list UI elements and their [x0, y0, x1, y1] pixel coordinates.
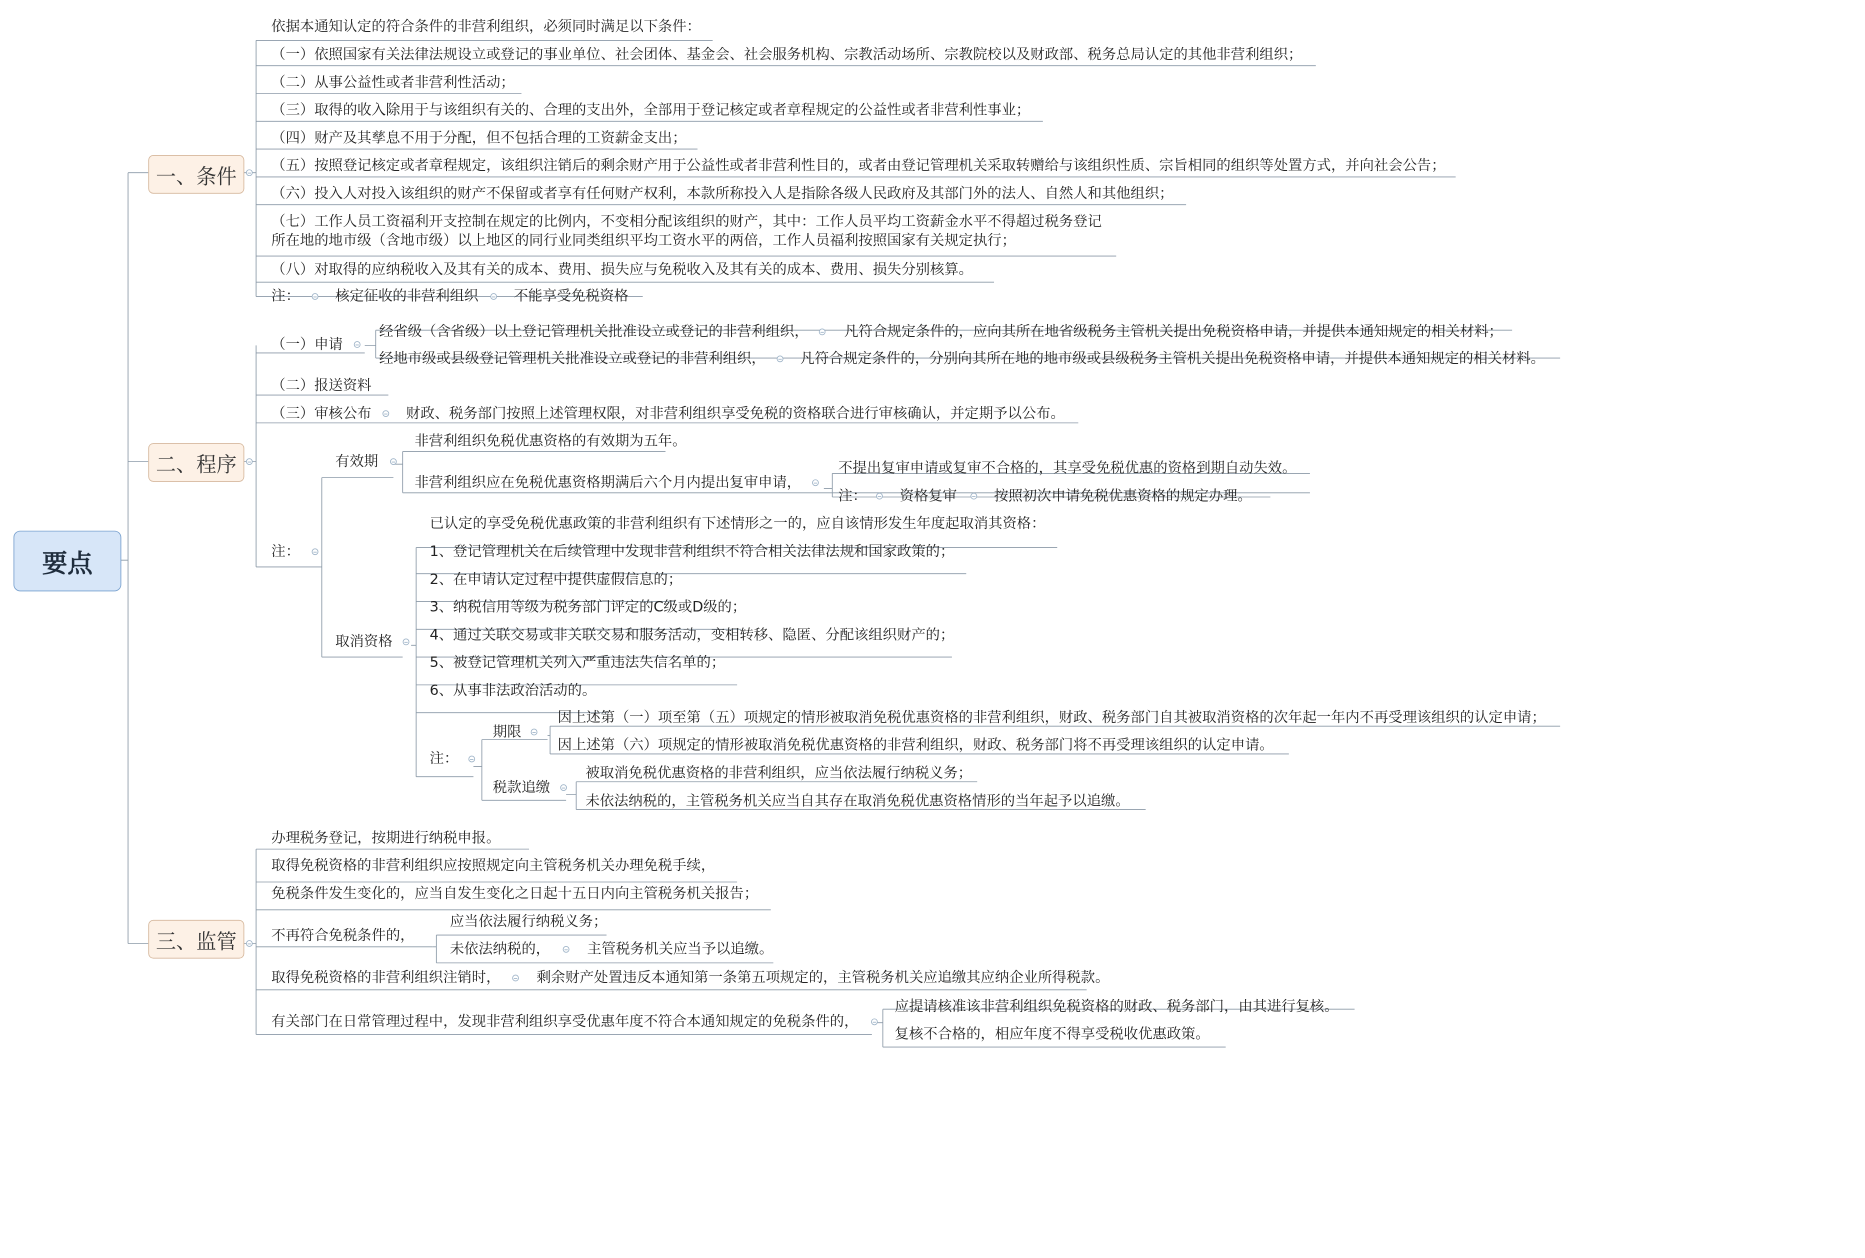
cancel-item: 2、在申请认定过程中提供虚假信息的； [429, 571, 683, 588]
collapse-toggle-icon[interactable] [563, 946, 570, 953]
collapse-toggle-icon[interactable] [312, 548, 319, 555]
supervision-item: 有关部门在日常管理过程中，发现非营利组织享受优惠年度不符合本通知规定的免税条件的， [271, 1013, 859, 1031]
period-label: 期限 [492, 723, 522, 741]
procedure-note-label: 注： [271, 543, 300, 561]
condition-item: （六）投入人对投入该组织的财产不保留或者享有任何财产权利，本款所称投入人是指除各级人民政府及其部门外的法人、自然人和其他组织； [271, 185, 1174, 203]
condition-item-7-line2: 所在地的地市级（含地市级）以上地区的同行业同类组织平均工资水平的两倍，工作人员福利按照国家有关规定执行； [271, 232, 1016, 250]
validity-text: 非营利组织免税优惠资格的有效期为五年。 [414, 432, 687, 450]
review-label: （三）审核公布 [271, 405, 372, 423]
recheck-text: 按照初次申请免税优惠资格的规定办理。 [994, 487, 1252, 505]
condition-item-7-line1: （七）工作人员工资福利开支控制在规定的比例内，不变相分配该组织的财产，其中：工作人员平均工资薪金水平不得超过税务登记 [271, 213, 1102, 230]
supervision-subitem: 剩余财产处置违反本通知第一条第五项规定的，主管税务机关应追缴其应纳企业所得税款。 [536, 969, 1110, 987]
cancel-item: 3、纳税信用等级为税务部门评定的C级或D级的； [429, 598, 747, 616]
cancel-note-label: 注： [429, 750, 459, 768]
apply-label: （一）申请 [271, 336, 343, 353]
conditions-intro: 依据本通知认定的符合条件的非营利组织，必须同时满足以下条件： [271, 18, 701, 36]
section-procedure[interactable]: 二、程序 [148, 443, 244, 482]
supervision-item: 不再符合免税条件的， [271, 927, 415, 945]
collapse-toggle-icon[interactable] [246, 458, 253, 465]
collapse-toggle-icon[interactable] [970, 493, 977, 500]
submit-label: （二）报送资料 [271, 377, 372, 395]
condition-item: （三）取得的收入除用于与该组织有关的、合理的支出外，全部用于登记核定或者章程规定的公益性或者非营利性事业； [271, 101, 1031, 119]
collapse-toggle-icon[interactable] [819, 329, 826, 336]
condition-item: （一）依照国家有关法律法规设立或登记的事业单位、社会团体、基金会、社会服务机构、宗教活动场所、宗教院校以及财政部、税务总局认定的其他非营利组织； [271, 46, 1303, 64]
validity-text: 非营利组织应在免税优惠资格期满后六个月内提出复审申请， [414, 474, 802, 492]
condition-item: （五）按照登记核定或者章程规定，该组织注销后的剩余财产用于公益性或者非营利性目的，或者由登记管理机关采取转赠给与该组织性质、宗旨相同的组织等处置方式，并向社会公告； [271, 157, 1446, 175]
collapse-toggle-icon[interactable] [246, 169, 253, 176]
collapse-toggle-icon[interactable] [871, 1018, 878, 1025]
note-text: 核定征收的非营利组织 [335, 288, 479, 305]
condition-item: （八）对取得的应纳税收入及其有关的成本、费用、损失应与免税收入及其有关的成本、费用、损失分别核算。 [271, 261, 973, 278]
collapse-toggle-icon[interactable] [246, 940, 253, 947]
period-text: 因上述第（一）项至第（五）项规定的情形被取消免税优惠资格的非营利组织，财政、税务部门自其被取消资格的次年起一年内不再受理该组织的认定申请； [557, 709, 1546, 727]
collapse-toggle-icon[interactable] [382, 410, 389, 417]
period-text: 因上述第（六）项规定的情形被取消免税优惠资格的非营利组织，财政、税务部门将不再受理该组织的认定申请。 [557, 737, 1274, 754]
supervision-subitem: 应提请核准该非营利组织免税资格的财政、税务部门，由其进行复核。 [894, 998, 1339, 1016]
supervision-item: 取得免税资格的非营利组织注销时， [271, 969, 501, 987]
collapse-toggle-icon[interactable] [560, 784, 567, 791]
section-supervision[interactable]: 三、监管 [148, 920, 244, 959]
note-label: 注： [271, 288, 300, 305]
supervision-item: 免税条件发生变化的，应当自发生变化之日起十五日内向主管税务机关报告； [271, 885, 759, 903]
review-text: 财政、税务部门按照上述管理权限，对非营利组织享受免税的资格联合进行审核确认，并定期予以公布。 [406, 405, 1065, 423]
validity-label: 有效期 [335, 453, 379, 471]
collapse-toggle-icon[interactable] [512, 975, 519, 982]
cancel-intro: 已认定的享受免税优惠政策的非营利组织有下述情形之一的，应自该情形发生年度起取消其资格： [429, 515, 1046, 533]
supervision-subitem: 主管税务机关应当予以追缴。 [587, 940, 774, 958]
cancel-item: 4、通过关联交易或非关联交易和服务活动，变相转移、隐匿、分配该组织财产的； [429, 626, 955, 644]
cancel-item: 6、从事非法政治活动的。 [429, 682, 597, 700]
apply-text: 经地市级或县级登记管理机关批准设立或登记的非营利组织， [379, 350, 766, 368]
collapse-toggle-icon[interactable] [812, 479, 819, 486]
supervision-item: 取得免税资格的非营利组织应按照规定向主管税务机关办理免税手续， [271, 857, 716, 875]
section-conditions[interactable]: 一、条件 [148, 155, 244, 194]
collapse-toggle-icon[interactable] [876, 493, 883, 500]
recheck-note-label: 注： [838, 487, 867, 505]
note-text: 不能享受免税资格 [513, 288, 629, 305]
cancel-label: 取消资格 [335, 633, 393, 651]
collapse-toggle-icon[interactable] [468, 756, 475, 763]
collapse-toggle-icon[interactable] [531, 729, 538, 736]
apply-text: 凡符合规定条件的，应向其所在地省级税务主管机关提出免税资格申请，并提供本通知规定的相关材料； [844, 323, 1503, 341]
tax-text: 未依法纳税的，主管税务机关应当自其存在取消免税优惠资格情形的当年起予以追缴。 [585, 792, 1130, 810]
recheck-text: 资格复审 [899, 487, 957, 505]
cancel-item: 1、登记管理机关在后续管理中发现非营利组织不符合相关法律法规和国家政策的； [429, 543, 955, 561]
apply-text: 经省级（含省级）以上登记管理机关批准设立或登记的非营利组织， [379, 323, 809, 341]
supervision-subitem: 复核不合格的，相应年度不得享受税收优惠政策。 [894, 1026, 1210, 1043]
tax-text: 被取消免税优惠资格的非营利组织，应当依法履行纳税义务； [585, 764, 973, 782]
collapse-toggle-icon[interactable] [390, 458, 397, 465]
tax-label: 税款追缴 [492, 779, 551, 797]
supervision-subitem: 应当依法履行纳税义务； [449, 913, 608, 931]
supervision-subitem: 未依法纳税的， [449, 940, 551, 958]
apply-text: 凡符合规定条件的，分别向其所在地的地市级或县级税务主管机关提出免税资格申请，并提供本通知规定的相关材料。 [800, 350, 1545, 368]
root-node[interactable]: 要点 [13, 531, 121, 592]
collapse-toggle-icon[interactable] [354, 341, 361, 348]
condition-item: （四）财产及其孳息不用于分配，但不包括合理的工资薪金支出； [271, 129, 687, 147]
condition-item: （二）从事公益性或者非营利性活动； [271, 74, 515, 91]
collapse-toggle-icon[interactable] [403, 639, 410, 646]
validity-text: 不提出复审申请或复审不合格的，其享受免税优惠的资格到期自动失效。 [838, 459, 1297, 477]
collapse-toggle-icon[interactable] [490, 293, 497, 300]
supervision-item: 办理税务登记，按期进行纳税申报。 [271, 829, 501, 847]
collapse-toggle-icon[interactable] [777, 355, 784, 362]
collapse-toggle-icon[interactable] [312, 293, 319, 300]
cancel-item: 5、被登记管理机关列入严重违法失信名单的； [429, 654, 726, 672]
